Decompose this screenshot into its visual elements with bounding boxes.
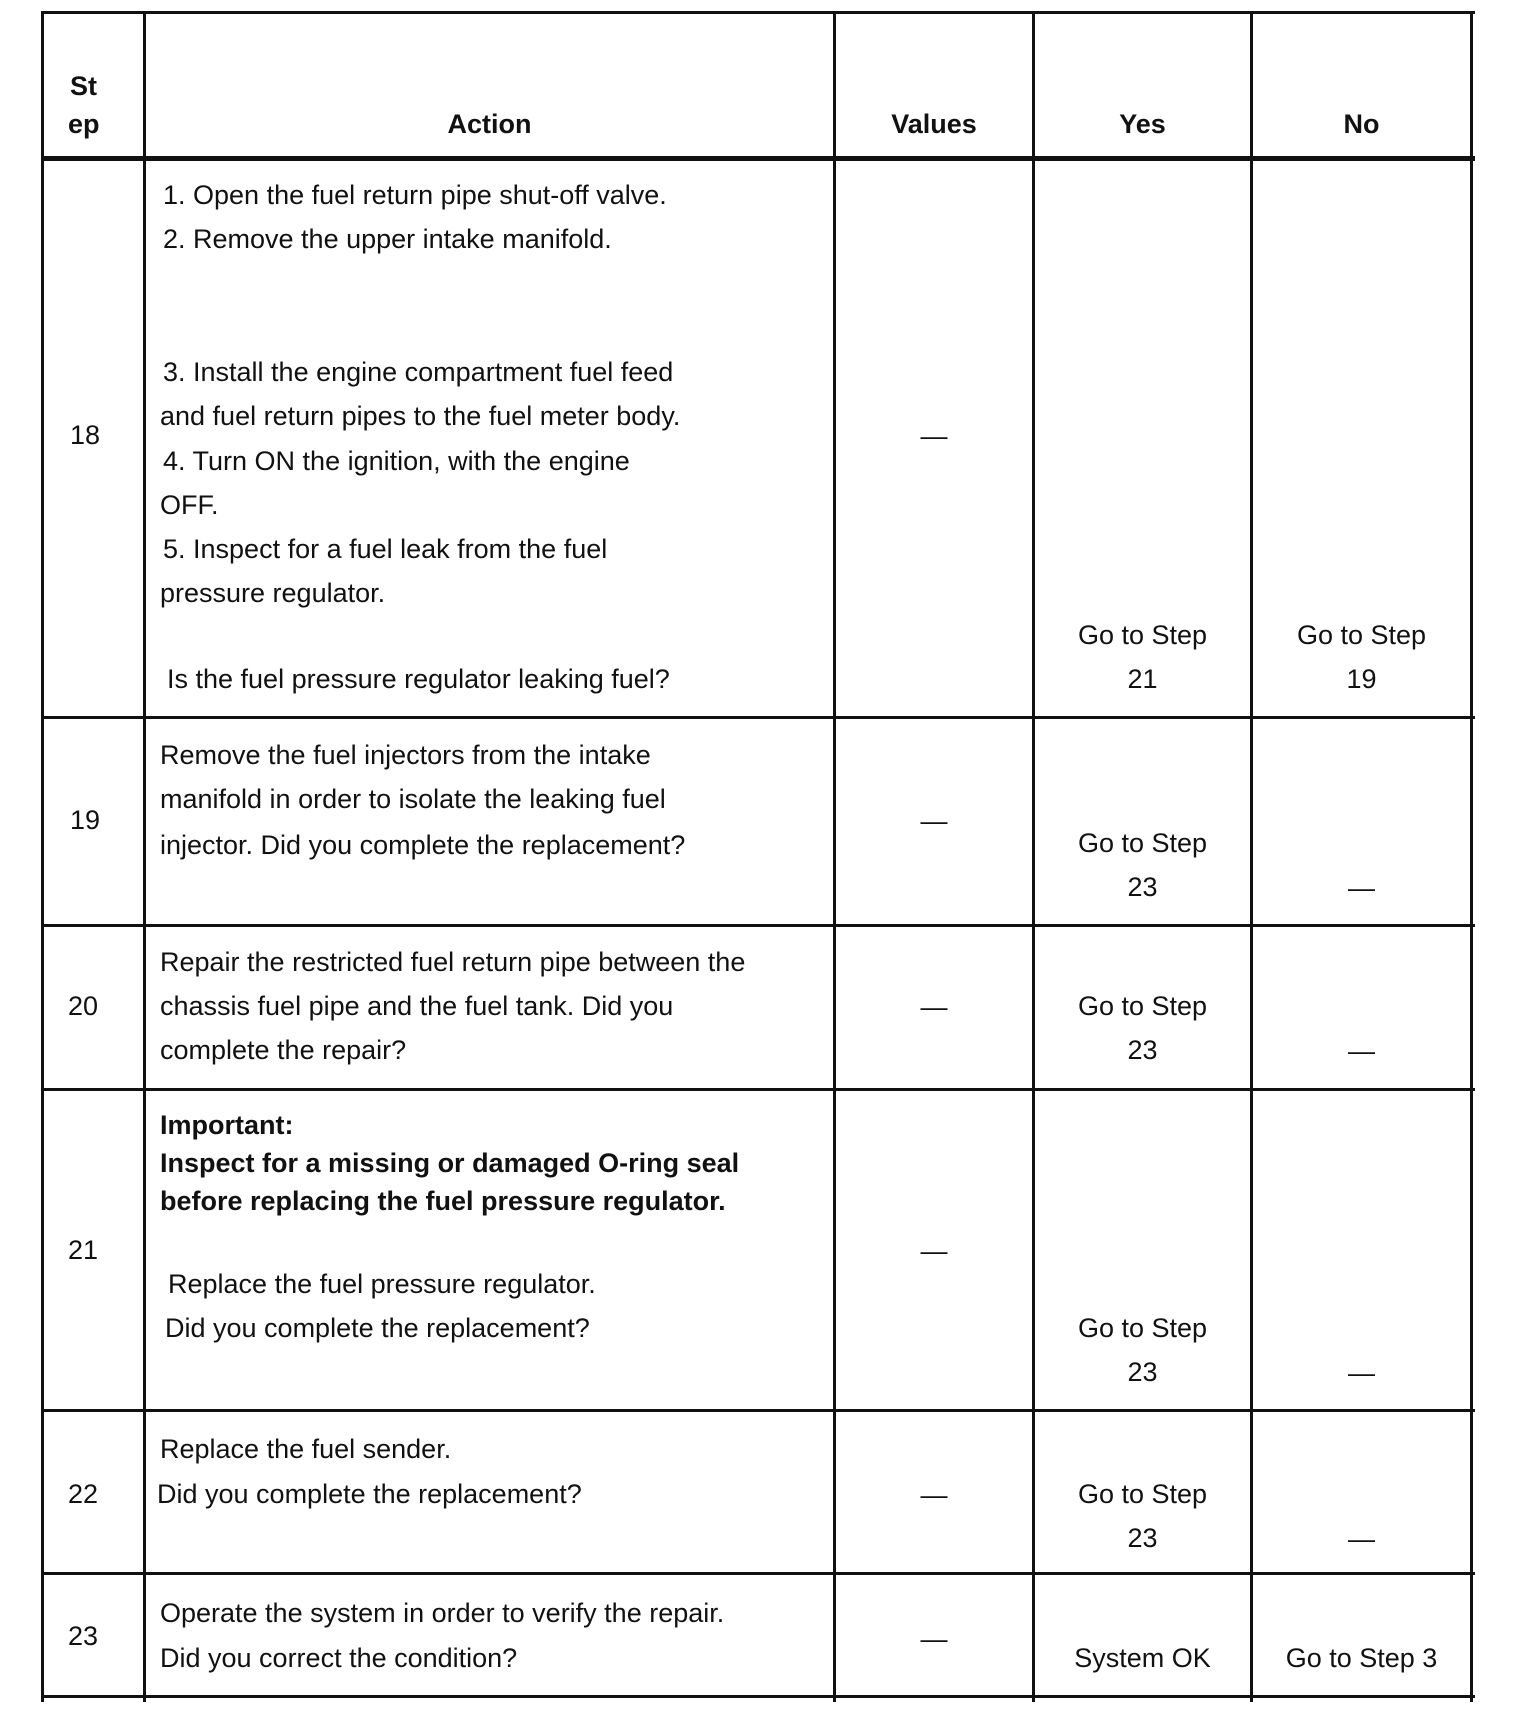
no-goto-step: Go to Step 3 bbox=[1285, 1643, 1438, 1673]
important-note-line: Inspect for a missing or damaged O-ring seal bbox=[160, 1148, 740, 1178]
no-dash: — bbox=[1348, 873, 1375, 903]
action-line: Repair the restricted fuel return pipe between the bbox=[160, 947, 746, 977]
yes-goto-line1: Go to Step bbox=[1077, 828, 1208, 858]
table-border-bottom bbox=[41, 1695, 1475, 1698]
step-number: 20 bbox=[68, 991, 99, 1021]
action-question: Is the fuel pressure regulator leaking fuel? bbox=[167, 664, 670, 694]
important-note-line: before replacing the fuel pressure regulator. bbox=[160, 1186, 726, 1216]
header-divider bbox=[41, 156, 1475, 161]
table-border-left bbox=[41, 12, 44, 1702]
header-action: Action bbox=[447, 109, 532, 139]
yes-goto-step: 23 bbox=[1127, 872, 1158, 902]
yes-goto-line1: Go to Step bbox=[1077, 1313, 1208, 1343]
action-line: Replace the fuel pressure regulator. bbox=[168, 1269, 596, 1299]
values-dash: — bbox=[920, 1624, 948, 1654]
action-line: complete the repair? bbox=[160, 1035, 407, 1065]
important-label: Important: bbox=[160, 1110, 294, 1140]
header-step-line1: St bbox=[70, 71, 97, 101]
action-line: OFF. bbox=[160, 490, 219, 520]
yes-goto-step: 23 bbox=[1127, 1035, 1158, 1065]
action-line: 1. Open the fuel return pipe shut-off valve. bbox=[163, 180, 667, 210]
row-divider-19 bbox=[41, 924, 1475, 927]
action-line: chassis fuel pipe and the fuel tank. Did you bbox=[160, 991, 674, 1021]
header-yes: Yes bbox=[1119, 109, 1166, 139]
values-dash: — bbox=[920, 421, 948, 451]
yes-goto-line1: Go to Step bbox=[1077, 620, 1208, 650]
no-dash: — bbox=[1348, 1358, 1375, 1388]
header-step-line2: ep bbox=[68, 109, 100, 139]
action-line: Remove the fuel injectors from the intake bbox=[160, 740, 651, 770]
column-divider-yes bbox=[1250, 12, 1253, 1702]
step-number: 22 bbox=[68, 1479, 99, 1509]
action-line: and fuel return pipes to the fuel meter body. bbox=[160, 401, 681, 431]
no-goto-step: 19 bbox=[1346, 664, 1377, 694]
step-number: 18 bbox=[70, 420, 101, 450]
table-border-right bbox=[1470, 12, 1473, 1702]
action-line: 5. Inspect for a fuel leak from the fuel bbox=[163, 534, 608, 564]
column-divider-step bbox=[143, 12, 146, 1702]
yes-goto-step: 21 bbox=[1127, 664, 1158, 694]
yes-result: System OK bbox=[1074, 1643, 1211, 1673]
header-values: Values bbox=[891, 109, 977, 139]
row-divider-18 bbox=[41, 716, 1475, 719]
action-line: 3. Install the engine compartment fuel feed bbox=[163, 357, 674, 387]
action-line: 2. Remove the upper intake manifold. bbox=[163, 224, 612, 254]
action-line: 4. Turn ON the ignition, with the engine bbox=[163, 446, 630, 476]
row-divider-21 bbox=[41, 1409, 1475, 1412]
row-divider-22 bbox=[41, 1572, 1475, 1575]
column-divider-action bbox=[833, 12, 836, 1702]
values-dash: — bbox=[920, 992, 948, 1022]
action-line: Did you complete the replacement? bbox=[165, 1313, 590, 1343]
values-dash: — bbox=[920, 1480, 948, 1510]
action-line: pressure regulator. bbox=[160, 578, 386, 608]
row-divider-20 bbox=[41, 1088, 1475, 1091]
step-number: 19 bbox=[70, 805, 101, 835]
values-dash: — bbox=[920, 1236, 948, 1266]
yes-goto-line1: Go to Step bbox=[1077, 991, 1208, 1021]
action-line: Did you complete the replacement? bbox=[157, 1479, 582, 1509]
action-line: Did you correct the condition? bbox=[160, 1643, 518, 1673]
values-dash: — bbox=[920, 806, 948, 836]
action-line: Operate the system in order to verify the repair. bbox=[160, 1598, 725, 1628]
step-number: 23 bbox=[68, 1621, 99, 1651]
yes-goto-step: 23 bbox=[1127, 1523, 1158, 1553]
yes-goto-step: 23 bbox=[1127, 1357, 1158, 1387]
action-line: Replace the fuel sender. bbox=[160, 1434, 452, 1464]
action-line: injector. Did you complete the replacement? bbox=[160, 830, 686, 860]
action-line: manifold in order to isolate the leaking fuel bbox=[160, 784, 666, 814]
yes-goto-line1: Go to Step bbox=[1077, 1479, 1208, 1509]
no-dash: — bbox=[1348, 1524, 1375, 1554]
no-dash: — bbox=[1348, 1036, 1375, 1066]
table-border-top bbox=[41, 11, 1475, 14]
header-no: No bbox=[1343, 109, 1380, 139]
step-number: 21 bbox=[68, 1235, 99, 1265]
no-goto-line1: Go to Step bbox=[1296, 620, 1427, 650]
